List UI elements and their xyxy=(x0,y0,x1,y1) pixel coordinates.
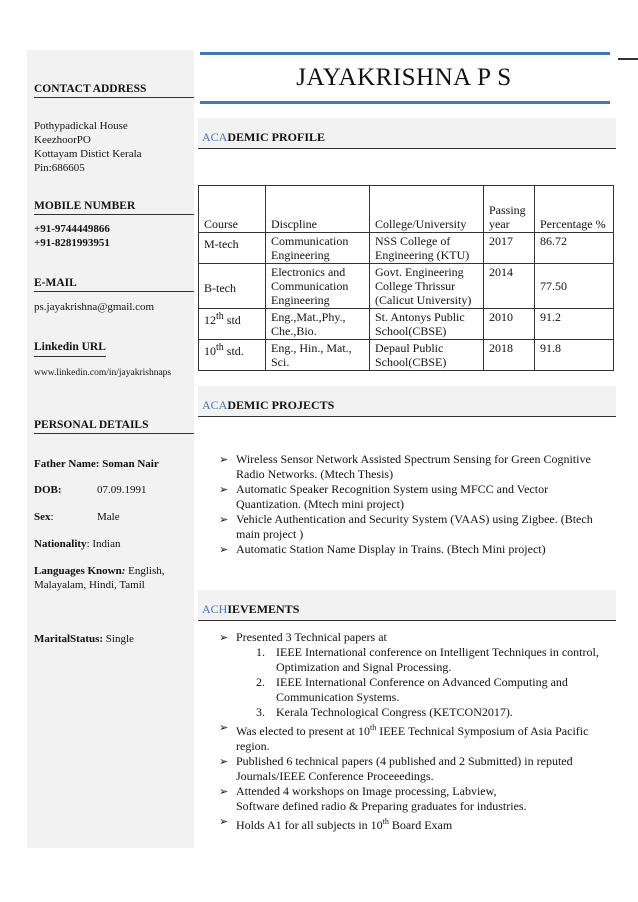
linkedin-url[interactable]: www.linkedin.com/in/jayakrishnaps xyxy=(34,368,172,378)
address-line: Kottayam Distict Kerala xyxy=(34,148,142,160)
header-passing-year: Passing year xyxy=(484,186,535,233)
languages-label: Languages Known xyxy=(34,565,122,577)
percentage-cell: 86.72 xyxy=(535,233,614,264)
year-cell: 2018 xyxy=(484,340,535,371)
paper-item: 3. Kerala Technological Congress (KETCON2017). xyxy=(256,705,513,719)
college-cell: NSS College of Engineering (KTU) xyxy=(370,233,484,264)
header-discipline: Discpline xyxy=(266,186,370,233)
section-title: ACHIEVEMENTS xyxy=(202,602,300,616)
languages-value: English, xyxy=(128,565,165,577)
contact-heading: CONTACT ADDRESS xyxy=(34,83,194,98)
college-cell: Depaul Public School(CBSE) xyxy=(370,340,484,371)
mobile-heading: MOBILE NUMBER xyxy=(34,200,194,215)
address xyxy=(34,119,142,175)
top-rule xyxy=(200,52,610,55)
list-item: ➢ Wireless Sensor Network Assisted Spectrum Sensing for Green Cognitive Radio Networks. (Mtech Thesis) xyxy=(219,452,599,482)
nationality-value: : Indian xyxy=(86,538,121,550)
table-row: B-tech Electronics and Communication Engineering Govt. Engineering College Thrissur (Calicut University) 2014 77.50 xyxy=(199,264,614,309)
paper-item: 2. IEEE International Conference on Advanced Computing and Communication Systems. xyxy=(256,675,568,704)
year-cell: 2010 xyxy=(484,309,535,340)
section-title: ACADEMIC PROJECTS xyxy=(202,398,335,412)
achievements-list xyxy=(219,630,599,833)
education-table xyxy=(198,185,614,371)
percentage-cell: 91.8 xyxy=(535,340,614,371)
personal-heading: PERSONAL DETAILS xyxy=(34,419,194,434)
table-header-row xyxy=(199,186,614,233)
year-cell: 2014 xyxy=(484,264,535,309)
section-title: ACADEMIC PROFILE xyxy=(202,130,326,144)
college-cell: Govt. Engineering College Thrissur (Calicut University) xyxy=(370,264,484,309)
marital-value: Single xyxy=(105,633,134,645)
table-row: 12th std Eng.,Mat.,Phy., Che.,Bio. St. Antonys Public School(CBSE) 2010 91.2 xyxy=(199,309,614,340)
email-heading: E-MAIL xyxy=(34,277,194,292)
languages-row: Languages Known: English, Malayalam, Hindi, Tamil xyxy=(34,565,165,591)
academic-profile-header xyxy=(198,118,616,149)
mobile-numbers xyxy=(34,222,110,250)
percentage-cell: 77.50 xyxy=(535,264,614,309)
languages-value-2: Malayalam, Hindi, Tamil xyxy=(34,579,145,591)
sidebar xyxy=(27,50,194,848)
achievements-header xyxy=(198,590,616,621)
percentage-cell: 91.2 xyxy=(535,309,614,340)
mobile-number: +91-8281993951 xyxy=(34,237,110,249)
address-line: Pin:686605 xyxy=(34,162,85,174)
sex-value: Male xyxy=(97,511,120,523)
papers-list xyxy=(236,645,599,720)
list-item: ➢ Published 6 technical papers (4 published and 2 Submitted) in reputed Journals/IEEE Conference Proceeedings. xyxy=(219,754,599,784)
table-row: 10th std. Eng., Hin., Mat., Sci. Depaul Public School(CBSE) 2018 91.8 xyxy=(199,340,614,371)
college-cell: St. Antonys Public School(CBSE) xyxy=(370,309,484,340)
nationality-row xyxy=(34,537,120,551)
year-cell: 2017 xyxy=(484,233,535,264)
list-item: ➢ Was elected to present at 10th IEEE Technical Symposium of Asia Pacific region. xyxy=(219,720,599,754)
sex-row: Sex: Male xyxy=(34,511,120,523)
discipline-cell: Electronics and Communication Engineering xyxy=(266,264,370,309)
dob-label: DOB: xyxy=(34,484,62,496)
academic-projects-header xyxy=(198,386,616,417)
name-underline-rule xyxy=(200,101,610,104)
dob-row xyxy=(34,483,147,497)
marital-label: MaritalStatus: xyxy=(34,633,104,645)
discipline-cell: Eng.,Mat.,Phy., Che.,Bio. xyxy=(266,309,370,340)
header-college: College/University xyxy=(370,186,484,233)
linkedin-heading: Linkedin URL xyxy=(34,340,106,357)
email-address[interactable]: ps.jayakrishna@gmail.com xyxy=(34,301,155,313)
mobile-number: +91-9744449866 xyxy=(34,223,110,235)
father-name: Father Name: Soman Nair xyxy=(34,458,159,470)
table-row: M-tech Communication Engineering NSS College of Engineering (KTU) 2017 86.72 xyxy=(199,233,614,264)
address-line: KeezhoorPO xyxy=(34,134,91,146)
nationality-label: Nationality xyxy=(34,538,87,550)
address-line: Pothypadickal House xyxy=(34,120,128,132)
header-course: Course xyxy=(199,186,266,233)
discipline-cell: Eng., Hin., Mat., Sci. xyxy=(266,340,370,371)
projects-list xyxy=(219,452,599,557)
list-item: ➢ Vehicle Authentication and Security System (VAAS) using Zigbee. (Btech main project ) xyxy=(219,512,599,542)
paper-item: 1. IEEE International conference on Intelligent Techniques in control, Optimization and Signal Processing. xyxy=(256,645,599,674)
corner-line xyxy=(618,58,638,60)
list-item: ➢ Presented 3 Technical papers at 1. IEEE International conference on Intelligent Techniques in control, Optimization and Signal Processing. 2. IEEE International Conference on Advanced Computing and Communication Systems. 3. Kerala Technological Congress (KETCON2017). xyxy=(219,630,599,720)
list-item: ➢ Attended 4 workshops on Image processing, Labview, Software defined radio & Preparing graduates for industries. xyxy=(219,784,599,814)
list-item: ➢ Automatic Speaker Recognition System using MFCC and Vector Quantization. (Mtech mini project) xyxy=(219,482,599,512)
discipline-cell: Communication Engineering xyxy=(266,233,370,264)
header-percentage: Percentage % xyxy=(535,186,614,233)
list-item: ➢ Automatic Station Name Display in Trains. (Btech Mini project) xyxy=(219,542,599,557)
list-item: ➢ Holds A1 for all subjects in 10th Board Exam xyxy=(219,814,599,833)
dob-value: 07.09.1991 xyxy=(97,484,147,496)
marital-row xyxy=(34,632,134,646)
sex-label: Sex xyxy=(34,511,51,523)
candidate-name: JAYAKRISHNA P S xyxy=(296,64,512,91)
